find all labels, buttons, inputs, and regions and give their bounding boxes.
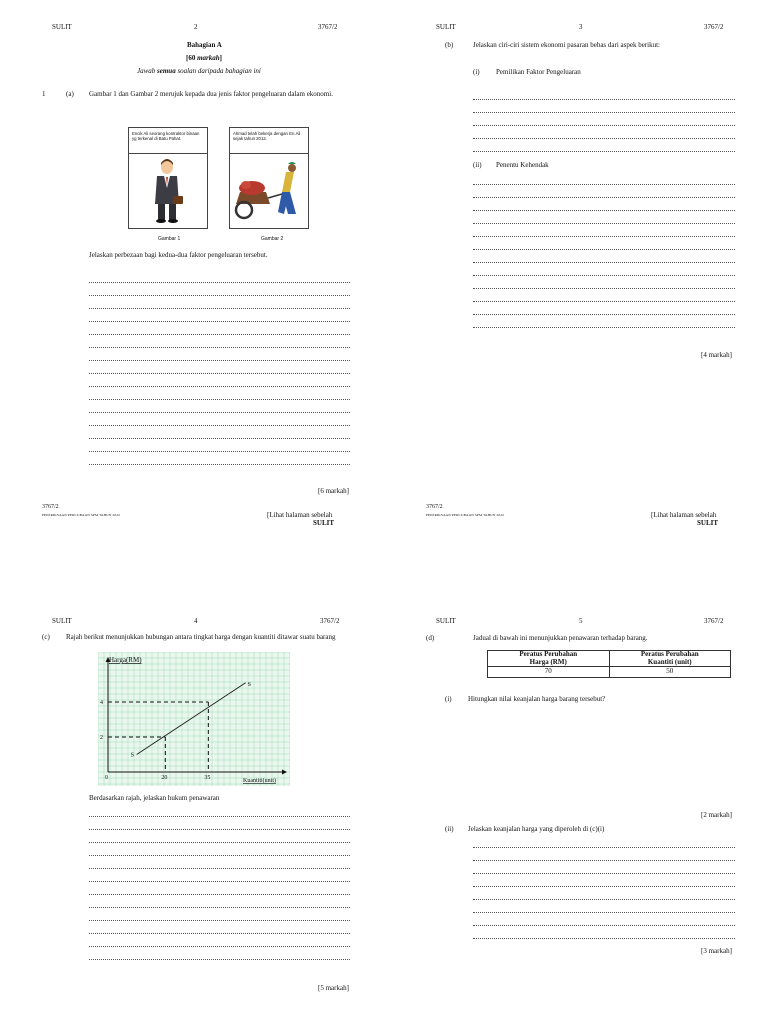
page-number: 2 bbox=[194, 23, 198, 31]
footer-sulit: SULIT bbox=[313, 519, 335, 527]
prompt-text: Jelaskan perbezaan bagi kedua-dua faktor pengeluaran tersebut. bbox=[89, 251, 268, 259]
sub-question-number: (i) bbox=[473, 68, 480, 76]
supply-curve-chart bbox=[98, 652, 290, 786]
header-sulit: SULIT bbox=[436, 617, 456, 625]
answer-line bbox=[89, 855, 350, 856]
answer-line bbox=[89, 959, 350, 960]
answer-line bbox=[89, 347, 350, 348]
question-text: Gambar 1 dan Gambar 2 merujuk kepada dua jenis faktor pengeluaran dalam ekonomi. bbox=[89, 90, 333, 98]
page-2 bbox=[0, 0, 384, 527]
sub-question-text: Pemilikan Faktor Pengeluaran bbox=[496, 68, 581, 76]
answer-line bbox=[473, 223, 735, 224]
answer-line bbox=[89, 881, 350, 882]
page-number: 3 bbox=[579, 23, 583, 31]
table-row bbox=[488, 667, 731, 678]
table-header-row bbox=[488, 651, 731, 667]
answer-line bbox=[473, 125, 735, 126]
figure-2-frame bbox=[229, 127, 309, 229]
question-part: (a) bbox=[66, 90, 74, 98]
answer-line bbox=[89, 842, 350, 843]
marks-label: [5 markah] bbox=[318, 984, 349, 992]
answer-line bbox=[473, 886, 735, 887]
question-part: (c) bbox=[42, 633, 50, 641]
section-instruction: Jawab semua soalan daripada bahagian ini bbox=[137, 67, 261, 75]
answer-line bbox=[473, 99, 735, 100]
answer-line bbox=[473, 236, 735, 237]
answer-line bbox=[473, 860, 735, 861]
answer-line bbox=[473, 847, 735, 848]
answer-line bbox=[89, 386, 350, 387]
answer-line bbox=[473, 925, 735, 926]
page-number: 5 bbox=[579, 617, 583, 625]
table-cell: 50 bbox=[609, 667, 731, 678]
answer-line bbox=[89, 920, 350, 921]
worker-wheelbarrow-illustration bbox=[230, 154, 308, 228]
y-axis-label: Harga(RM) bbox=[109, 656, 142, 664]
sub-question-text: Jelaskan keanjalan harga yang diperoleh di (c)(i) bbox=[468, 825, 605, 833]
footer-code: 3767/2 bbox=[42, 504, 59, 510]
marks-label: [3 markah] bbox=[701, 947, 732, 955]
question-text: Jadual di bawah ini menunjukkan penawaran terhadap barang. bbox=[473, 634, 648, 642]
answer-line bbox=[473, 275, 735, 276]
answer-line bbox=[89, 373, 350, 374]
footer-next-page: [Lihat halaman sebelah bbox=[651, 511, 717, 519]
answer-line bbox=[89, 399, 350, 400]
y-tick-label-4: 4 bbox=[100, 700, 103, 706]
answer-line bbox=[473, 197, 735, 198]
header-sulit: SULIT bbox=[436, 23, 456, 31]
footer-next-page: [Lihat halaman sebelah bbox=[267, 511, 333, 519]
answer-line bbox=[473, 112, 735, 113]
answer-line bbox=[473, 288, 735, 289]
answer-line bbox=[473, 899, 735, 900]
answer-line bbox=[89, 816, 350, 817]
y-tick-label-2: 2 bbox=[100, 735, 103, 741]
table-cell: 70 bbox=[488, 667, 610, 678]
answer-line bbox=[473, 138, 735, 139]
question-part: (d) bbox=[426, 634, 435, 642]
sub-question-text: Hitungkan nilai keanjalan harga barang tersebut? bbox=[468, 695, 606, 703]
sub-question-number: (ii) bbox=[473, 161, 482, 169]
answer-line bbox=[89, 334, 350, 335]
x-axis-label: Kuantiti(unit) bbox=[243, 778, 276, 784]
paper-code: 3767/2 bbox=[704, 23, 724, 31]
table-header-cell: Peratus Perubahan Kuantiti (unit) bbox=[609, 651, 731, 667]
figure-1-caption: Encik Ali seorang kontraktor binaan yg terkenal di Batu Pahat. bbox=[132, 131, 200, 142]
page-4 bbox=[0, 512, 384, 1024]
paper-code: 3767/2 bbox=[704, 617, 724, 625]
answer-line bbox=[89, 425, 350, 426]
answer-line bbox=[473, 262, 735, 263]
question-text: Rajah berikut menunjukkan hubungan antara tingkat harga dengan kuantiti ditawar suatu barang bbox=[66, 633, 336, 641]
chart-grid bbox=[98, 652, 290, 786]
sub-question-text: Penentu Kehendak bbox=[496, 161, 549, 169]
section-title: Bahagian A bbox=[187, 41, 222, 49]
answer-line bbox=[473, 184, 735, 185]
footer-code: 3767/2 bbox=[426, 504, 443, 510]
question-part: (b) bbox=[445, 41, 454, 49]
answer-line bbox=[473, 151, 735, 152]
paper-code: 3767/2 bbox=[318, 23, 338, 31]
answer-line bbox=[473, 873, 735, 874]
businessman-illustration bbox=[129, 154, 207, 228]
sub-question-number: (ii) bbox=[445, 825, 454, 833]
page-3 bbox=[384, 0, 768, 527]
question-number: 1 bbox=[42, 90, 46, 98]
page-5 bbox=[384, 512, 768, 1024]
figure-1-label: Gambar 1 bbox=[158, 236, 181, 242]
section-marks: [60 markah] bbox=[186, 54, 222, 62]
question-text: Jelaskan ciri-ciri sistem ekonomi pasaran bebas dari aspek berikut: bbox=[473, 41, 660, 49]
header-sulit: SULIT bbox=[52, 23, 72, 31]
answer-line bbox=[473, 301, 735, 302]
footer-sulit: SULIT bbox=[697, 519, 719, 527]
answer-line bbox=[89, 894, 350, 895]
curve-label-end: S bbox=[247, 681, 251, 688]
answer-line bbox=[473, 938, 735, 939]
answer-line bbox=[89, 946, 350, 947]
marks-label: [4 markah] bbox=[701, 351, 732, 359]
answer-line bbox=[89, 282, 350, 283]
answer-line bbox=[89, 907, 350, 908]
answer-line bbox=[89, 451, 350, 452]
prompt-text: Berdasarkan rajah, jelaskan hukum penawaran bbox=[89, 794, 220, 802]
figure-2-label: Gambar 2 bbox=[261, 236, 284, 242]
sub-question-number: (i) bbox=[445, 695, 452, 703]
answer-line bbox=[89, 321, 350, 322]
page-number: 4 bbox=[194, 617, 198, 625]
answer-line bbox=[89, 360, 350, 361]
answer-line bbox=[89, 829, 350, 830]
curve-label-start: S bbox=[130, 752, 135, 759]
footer-exam-name: PEPERIKSAAN PERCUBAAN SPM TAHUN 2022 bbox=[426, 513, 504, 517]
figure-1-frame bbox=[128, 127, 208, 229]
answer-line bbox=[473, 210, 735, 211]
x-tick-label-35: 35 bbox=[204, 775, 211, 781]
origin-label: 0 bbox=[105, 775, 108, 781]
footer-exam-name: PEPERIKSAAN PERCUBAAN SPM TAHUN 2022 bbox=[42, 513, 120, 517]
answer-line bbox=[473, 314, 735, 315]
figure-2-caption: Ahmad telah bekerja dengan En.Ali sejak tahun 2012. bbox=[233, 131, 301, 142]
answer-line bbox=[89, 308, 350, 309]
x-tick-label-20: 20 bbox=[161, 775, 168, 781]
answer-line bbox=[89, 464, 350, 465]
answer-line bbox=[473, 249, 735, 250]
marks-label: [2 markah] bbox=[701, 811, 732, 819]
marks-label: [6 markah] bbox=[318, 487, 349, 495]
answer-line bbox=[89, 412, 350, 413]
table-header-cell: Peratus Perubahan Harga (RM) bbox=[488, 651, 610, 667]
supply-table bbox=[487, 650, 731, 678]
answer-line bbox=[89, 295, 350, 296]
answer-line bbox=[89, 933, 350, 934]
answer-line bbox=[473, 912, 735, 913]
header-sulit: SULIT bbox=[52, 617, 72, 625]
paper-code: 3767/2 bbox=[320, 617, 340, 625]
answer-line bbox=[89, 868, 350, 869]
answer-line bbox=[473, 327, 735, 328]
answer-line bbox=[89, 438, 350, 439]
